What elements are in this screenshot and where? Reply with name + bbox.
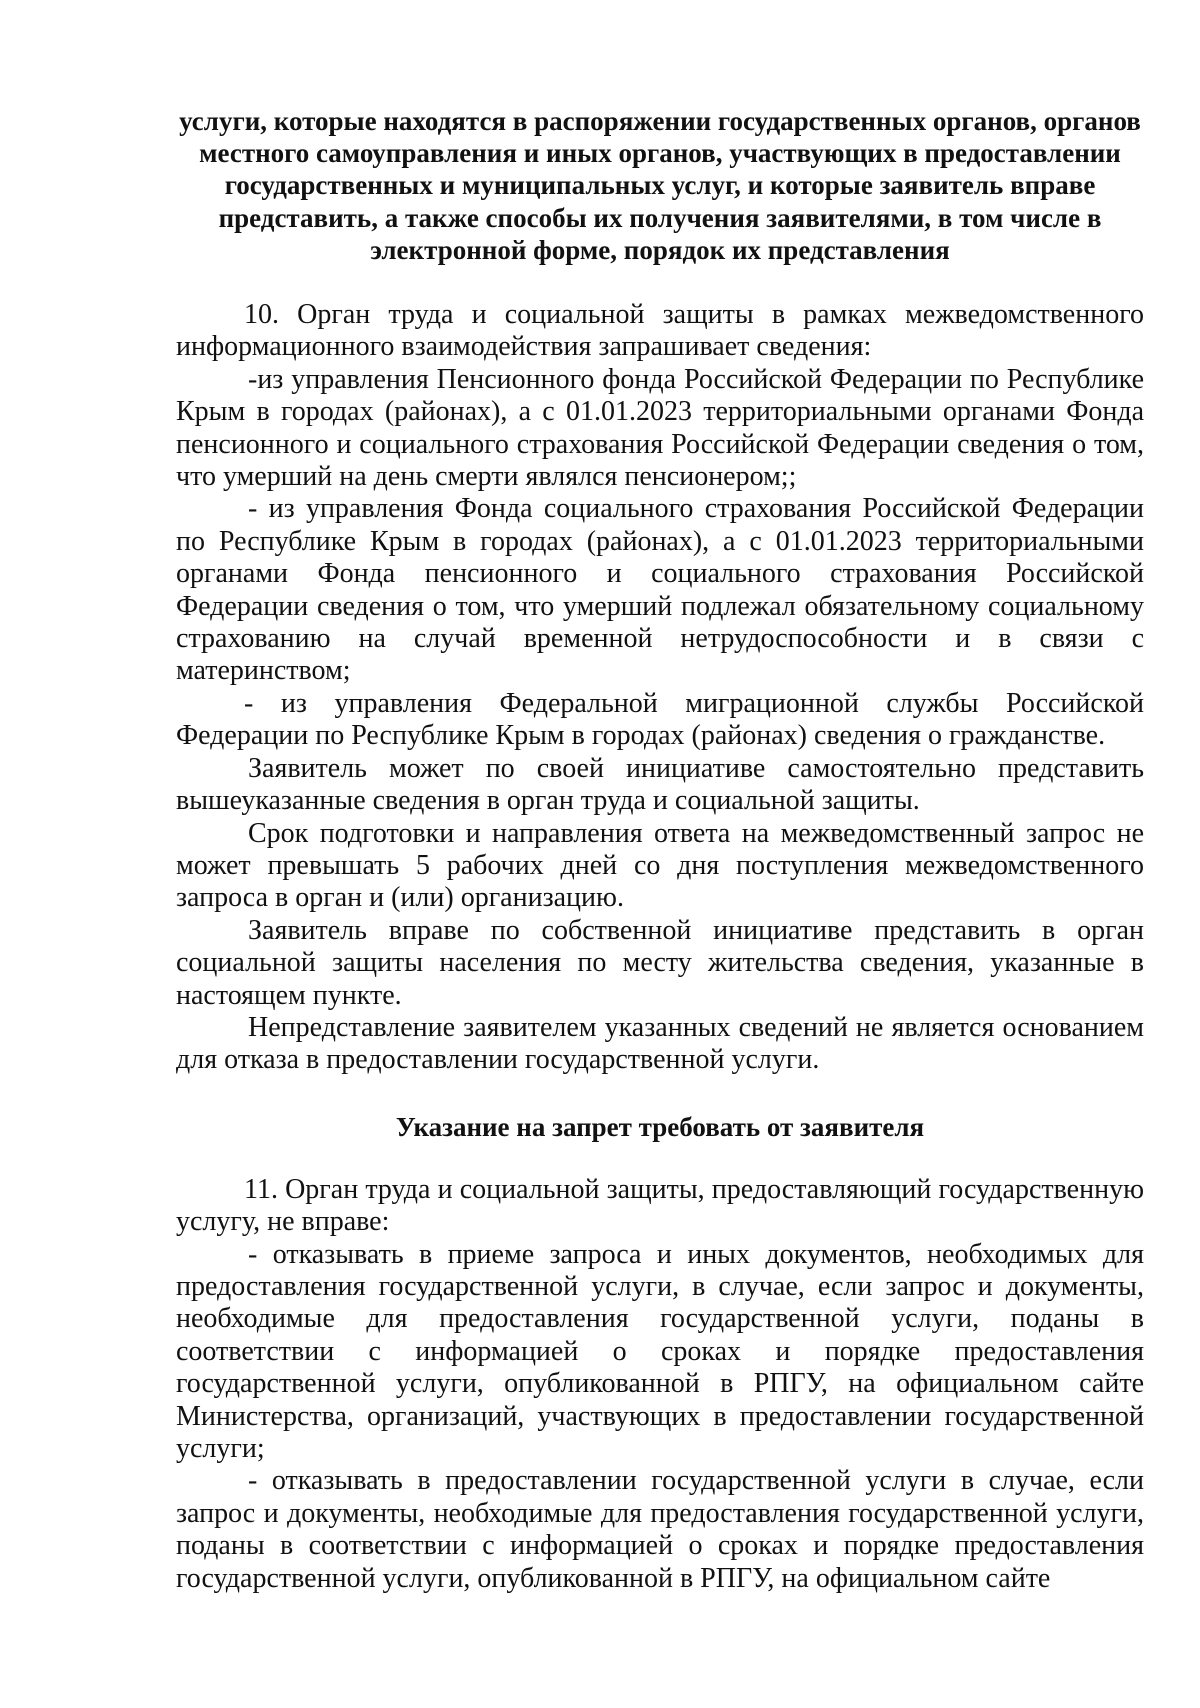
paragraph-10-item-social-insurance: - из управления Фонда социального страхования Российской Федерации по Республике Крым в городах (районах), а с 01.01.2023 территориальными органами Фонда пенсионного и социального страхования Российской Федерации сведения о том, что умерший подлежал обязательному социальному страхованию на случай временной нетрудоспособности и в связи с материнством; [176, 493, 1144, 687]
paragraph-10-item-pension-fund: -из управления Пенсионного фонда Российской Федерации по Республике Крым в городах (районах), а с 01.01.2023 территориальными органами Фонда пенсионного и социального страхования Российской Федерации сведения о том, что умерший на день смерти являлся пенсионером;; [176, 363, 1144, 493]
paragraph-10-deadline: Срок подготовки и направления ответа на межведомственный запрос не может превышать 5 рабочих дней со дня поступления межведомственного запроса в орган и (или) организацию. [176, 817, 1144, 914]
document-page [176, 105, 1144, 1595]
paragraph-10-item-migration-service: - из управления Федеральной миграционной службы Российской Федерации по Республике Крым в городах (районах) сведения о гражданстве. [176, 687, 1144, 752]
paragraph-11-item-refuse-service: - отказывать в предоставлении государственной услуги в случае, если запрос и документы, необходимые для предоставления государственной услуги, поданы в соответствии с информацией о сроках и порядке предоставления государственной услуги, опубликованной в РПГУ, на официальном сайте [176, 1465, 1144, 1594]
paragraph-10-right-to-submit: Заявитель вправе по собственной инициативе представить в орган социальной защиты населения по месту жительства сведения, указанные в настоящем пункте. [176, 914, 1144, 1011]
spacer [176, 1143, 1144, 1174]
paragraph-11-item-refuse-acceptance: - отказывать в приеме запроса и иных документов, необходимых для предоставления государственной услуги, в случае, если запрос и документы, необходимые для предоставления государственной услуги, поданы в соответствии с информацией о сроках и порядке предоставления государственной услуги, опубликованной в РПГУ, на официальном сайте Министерства, организаций, участвующих в предоставлении государственной услуги; [176, 1238, 1144, 1465]
paragraph-11-intro: 11. Орган труда и социальной защиты, предоставляющий государственную услугу, не вправе: [176, 1173, 1144, 1238]
paragraph-10-intro: 10. Орган труда и социальной защиты в рамках межведомственного информационного взаимодействия запрашивает сведения: [176, 299, 1144, 363]
section-heading-documents: услуги, которые находятся в распоряжении государственных органов, органов местного самоуправления и иных органов, участвующих в предоставлении государственных и муниципальных услуг, и которые заявитель вправе представить, а также способы их получения заявителями, в том числе в электронной форме, порядок их представления [179, 106, 1141, 265]
paragraph-10-non-submission: Непредставление заявителем указанных сведений не является основанием для отказа в предоставлении государственной услуги. [176, 1011, 1144, 1076]
spacer [176, 266, 1144, 299]
paragraph-10-own-initiative: Заявитель может по своей инициативе самостоятельно представить вышеуказанные сведения в орган труда и социальной защиты. [176, 752, 1144, 817]
section-heading-prohibition: Указание на запрет требовать от заявителя [395, 1111, 925, 1142]
spacer [176, 1077, 1144, 1111]
